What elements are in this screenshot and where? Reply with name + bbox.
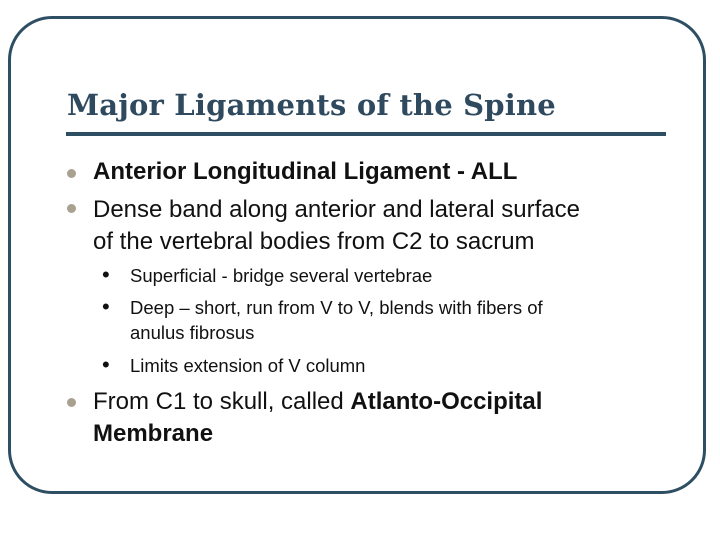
bullet-2-line-1: Dense band along anterior and lateral surface (93, 196, 580, 223)
slide-title: Major Ligaments of the Spine (67, 88, 556, 122)
bullet-3-emphasis-2: Membrane (93, 420, 214, 447)
sub-bullet-2-line-2: anulus fibrosus (130, 322, 255, 343)
sub-bullet-dot-icon: • (102, 294, 110, 319)
bullet-dot-icon (67, 204, 76, 213)
bullet-2-line-2: of the vertebral bodies from C2 to sacrum (93, 228, 535, 255)
sub-bullet-3-text: Limits extension of V column (130, 355, 366, 376)
bullet-dot-icon (67, 398, 76, 407)
bullet-3-line-1 (93, 386, 542, 418)
sub-bullet-dot-icon: • (102, 262, 110, 287)
sub-bullet-2-line-1: Deep – short, run from V to V, blends with fibers of (130, 297, 543, 318)
sub-bullet-dot-icon: • (102, 352, 110, 377)
bullet-dot-icon (67, 169, 76, 178)
bullet-3-prefix: From C1 to skull, called (93, 388, 351, 415)
bullet-1-text: Anterior Longitudinal Ligament - ALL (93, 158, 518, 185)
title-underline (66, 132, 666, 136)
bullet-3-emphasis-1: Atlanto-Occipital (350, 388, 543, 415)
sub-bullet-1-text: Superficial - bridge several vertebrae (130, 265, 433, 286)
